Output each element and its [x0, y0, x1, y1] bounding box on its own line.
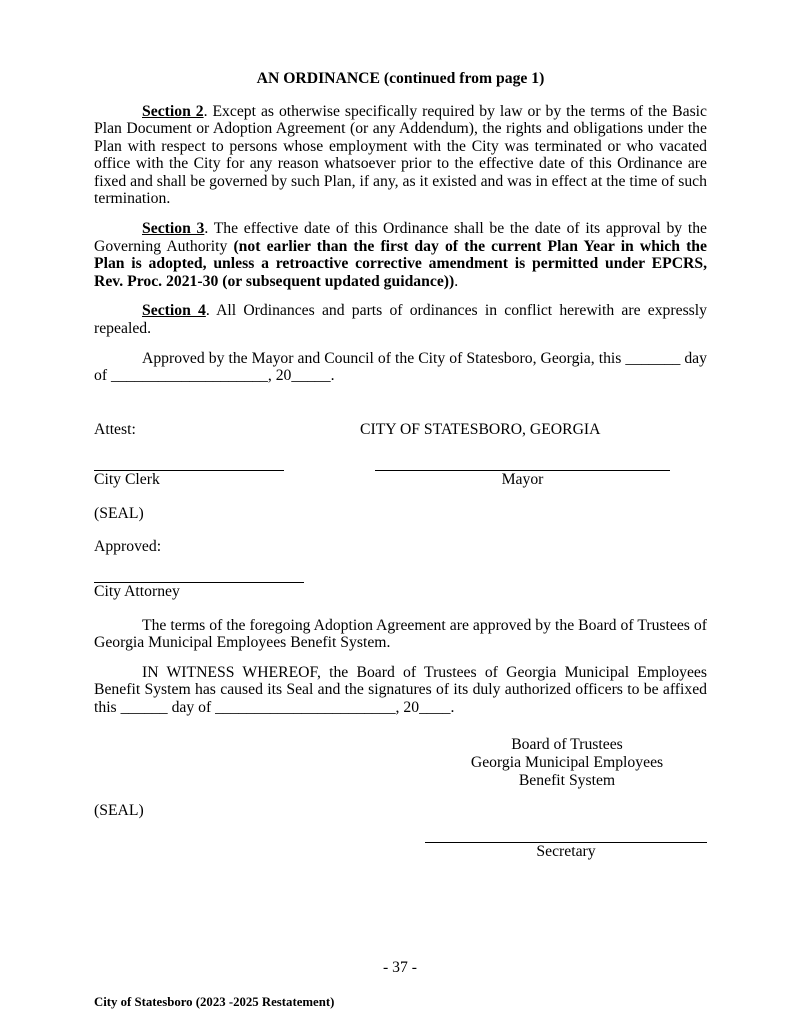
section-4-label: Section 4 [142, 302, 206, 320]
section-4-paragraph [94, 302, 707, 337]
secretary-label: Secretary [536, 842, 596, 860]
city-clerk-label: City Clerk [94, 471, 160, 489]
section-3-text: . The effective date of this Ordinance shall be the date of its approval by the Governing Authority [94, 220, 707, 255]
board-line-2: Georgia Municipal Employees [470, 754, 664, 772]
city-seal-label: (SEAL) [94, 504, 144, 522]
document-footer: City of Statesboro (2023 -2025 Restatement) [94, 994, 335, 1009]
board-of-trustees-block [427, 736, 707, 789]
section-2-text: . Except as otherwise specifically required by law or by the terms of the Basic Plan Document or Adoption Agreement (or any Addendum), the rights and obligations under the Plan with respect to persons whose employment with the City was terminated or who vacated office with the City for any reason whatsoever prior to the effective date of this Ordinance are fixed and shall be governed by such Plan, if any, as it existed and was in effect at the time of such termination. [94, 102, 707, 208]
section-4-text: . All Ordinances and parts of ordinances in conflict herewith are expressly repealed. [94, 302, 707, 337]
section-3-paragraph [94, 220, 707, 290]
city-clerk-signature-block [94, 470, 284, 489]
mayor-label: Mayor [501, 471, 544, 489]
terms-paragraph: The terms of the foregoing Adoption Agreement are approved by the Board of Trustees of Georgia Municipal Employees Benefit System. [94, 616, 707, 652]
attest-row [94, 421, 707, 439]
section-2-label: Section 2 [142, 102, 204, 120]
board-line-1: Board of Trustees [511, 736, 623, 754]
section-3-bold-text: (not earlier than the first day of the current Plan Year in which the Plan is adopted, unless a retroactive corrective amendment is permitted under EPCRS, Rev. Proc. 2021-30 (or subsequent updated guidance)) [94, 237, 707, 290]
attest-label: Attest: [94, 420, 136, 438]
signature-line-row [94, 470, 707, 489]
section-3-suffix: . [454, 272, 459, 290]
city-attorney-signature-block [94, 582, 707, 601]
document-title: AN ORDINANCE (continued from page 1) [256, 70, 545, 87]
approved-label: Approved: [94, 538, 162, 556]
mayor-signature-block [375, 470, 707, 489]
witness-paragraph: IN WITNESS WHEREOF, the Board of Trustees of Georgia Municipal Employees Benefit System has caused its Seal and the signatures of its duly authorized officers to be affixed this ______ day of _______________________, 20____. [94, 663, 707, 716]
trustees-seal-label: (SEAL) [94, 802, 144, 820]
page-number: - 37 - [383, 959, 417, 977]
city-attorney-label: City Attorney [94, 582, 180, 600]
approval-paragraph: Approved by the Mayor and Council of the City of Statesboro, Georgia, this _______ day of ____________________, 20_____. [94, 349, 707, 385]
city-heading: CITY OF STATESBORO, GEORGIA [360, 420, 601, 438]
secretary-signature-block [425, 842, 707, 861]
section-3-label: Section 3 [142, 220, 205, 238]
board-line-3: Benefit System [518, 771, 616, 789]
section-2-paragraph [94, 103, 707, 208]
